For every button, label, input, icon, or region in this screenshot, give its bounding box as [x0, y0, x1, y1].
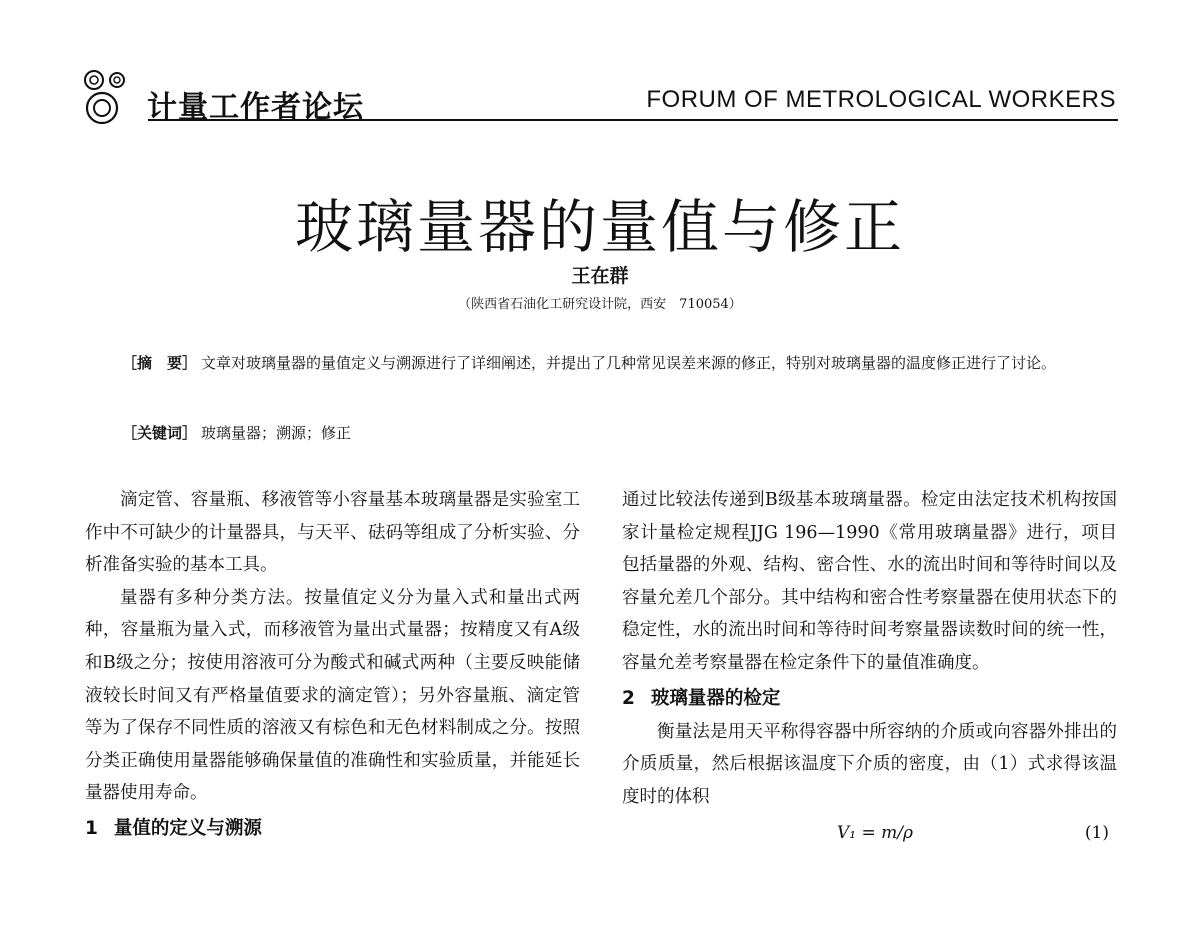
section-title: 量值的定义与溯源 — [113, 817, 262, 839]
section-title: 玻璃量器的检定 — [650, 687, 781, 709]
header-divider — [148, 119, 1118, 121]
equation-expression: V₁ = m/ρ — [837, 823, 913, 844]
article-title: 玻璃量器的量值与修正 — [294, 193, 905, 261]
abstract — [122, 350, 1092, 377]
journal-title-cn: 计量工作者论坛 — [147, 90, 364, 125]
section-heading — [622, 682, 1117, 716]
abstract-label: ［摘 要］ — [122, 354, 198, 372]
section-number: 2 — [622, 687, 635, 709]
abstract-text: 文章对玻璃量器的量值定义与溯源进行了详细阐述，并提出了几种常见误差来源的修正，特别对玻璃量器的温度修正进行了讨论。 — [201, 354, 1057, 372]
author: 王在群 — [571, 265, 629, 287]
paragraph: 滴定管、容量瓶、移液管等小容量基本玻璃量器是实验室工作中不可缺少的计量器具，与天平、砝码等组成了分析实验、分析准备实验的基本工具。 — [85, 490, 580, 576]
paragraph: 通过比较法传递到B级基本玻璃量器。检定由法定技术机构按国家计量检定规程JJG 196—1990《常用玻璃量器》进行，项目包括量器的外观、结构、密合性、水的流出时间和等待时间以及容量允差几个部分。其中结构和密合性考察量器在使用状态下的稳定性，水的流出时间和等待时间考察量器读数时间的统一性，容量允差考察量器在检定条件下的量值准确度。 — [622, 490, 1117, 673]
affiliation: （陕西省石油化工研究设计院，西安 710054） — [458, 297, 742, 312]
equation-number: (1) — [1084, 823, 1109, 844]
section-number: 1 — [85, 817, 98, 839]
equation — [622, 813, 1117, 847]
paragraph: 量器有多种分类方法。按量值定义分为量入式和量出式两种，容量瓶为量入式，而移液管为量出式量器；按精度又有A级和B级之分；按使用溶液可分为酸式和碱式两种（主要反映能储液较长时间又有严格量值要求的滴定管）；另外容量瓶、滴定管等为了保存不同性质的溶液又有棕色和无色材料制成之分。按照分类正确使用量器能够确保量值的准确性和实验质量，并能延长量器使用寿命。 — [85, 587, 580, 804]
keywords-text: 玻璃量器；溯源；修正 — [201, 424, 352, 442]
journal-logo-icon — [80, 66, 150, 128]
right-column — [622, 484, 1117, 847]
keywords-label: ［关键词］ — [122, 424, 198, 442]
left-column — [85, 484, 580, 846]
section-heading — [85, 812, 580, 846]
keywords — [122, 420, 1092, 447]
journal-title-en: FORUM OF METROLOGICAL WORKERS — [646, 86, 1116, 113]
paragraph: 衡量法是用天平称得容器中所容纳的介质或向容器外排出的介质质量，然后根据该温度下介质的密度，由（1）式求得该温度时的体积 — [622, 721, 1117, 807]
